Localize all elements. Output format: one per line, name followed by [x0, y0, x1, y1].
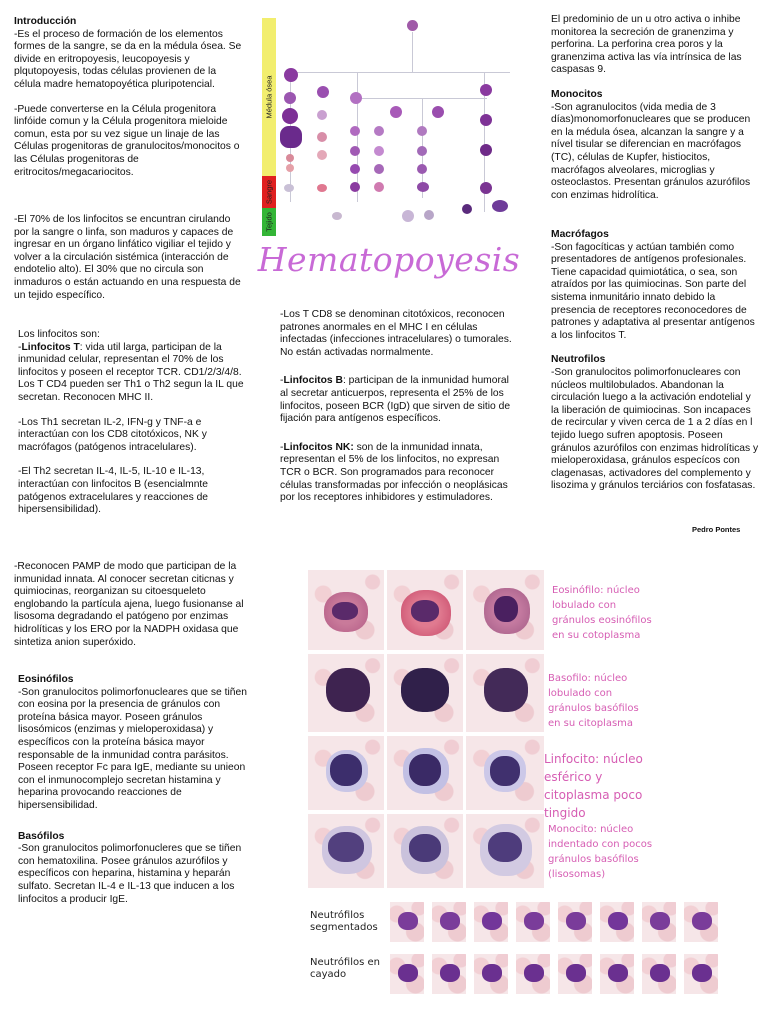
- band-sangre: [262, 176, 276, 208]
- eosinophil-image: [466, 570, 544, 650]
- neutrophil-segmented-image: [684, 902, 718, 942]
- cell: [350, 126, 360, 136]
- linfocitos-70-text: -El 70% de los linfocitos se encuntran cirulando por la sangre o linfa, son maduros y capaces de ingresar en un órgano linfático vigiliar el tejido y volver a la circulación sistémica (interacción de endotelio alto). El 30% que no circula son inmaduros o están actuando en una respuesta de un tejido específico.: [14, 214, 241, 301]
- author-signature: Pedro Pontes: [692, 525, 741, 534]
- cell: [492, 200, 508, 212]
- cell: [417, 182, 429, 192]
- neutrophil-band-image: [684, 954, 718, 994]
- cell: [390, 106, 402, 118]
- cell: [350, 182, 360, 192]
- band-medula-label: Médula ósea: [264, 75, 274, 119]
- cell: [417, 146, 427, 156]
- lymphocyte-image: [308, 736, 384, 810]
- intro-section: [14, 16, 242, 179]
- linfocitos-t-paragraph: -Linfocitos T: vida util larga, participan de la inmunidad celular, representan el 70% de los linfocitos y poseen el receptor TCR. CD1/2/3/4/8. Los T CD4 pueden ser Th1 o Th2 segun la IL que secretan. Reconocen MHC II.: [18, 341, 244, 403]
- macrofagos-heading: Macrófagos: [551, 229, 609, 240]
- cd8-text: -Los T CD8 se denominan citotóxicos, reconocen patrones anormales en el MHC I en células infectadas (infecciones intracelulares) o tumorales. No están activadas normalmente.: [280, 309, 512, 358]
- cell: [332, 212, 342, 220]
- cell: [374, 164, 384, 174]
- monocyte-image: [387, 814, 463, 888]
- cell: [374, 182, 384, 192]
- microscopy-grid: [308, 570, 544, 888]
- cell: [350, 146, 360, 156]
- linfocitos-b-label: Linfocitos B: [283, 375, 343, 387]
- macrofagos-section: [551, 229, 761, 493]
- eosinophil-image: [308, 570, 384, 650]
- neutrophil-band-image: [474, 954, 508, 994]
- cell: [350, 164, 360, 174]
- neutrofilos-heading: Neutrofilos: [551, 354, 606, 366]
- lymphocyte-image: [387, 736, 463, 810]
- neutrophil-band-image: [600, 954, 634, 994]
- cell: [417, 126, 427, 136]
- neutrophil-band-image: [642, 954, 676, 994]
- linfocitos-nk-label: Linfocitos NK:: [283, 441, 354, 453]
- band-medula: [262, 18, 276, 176]
- caption-eosinofilo: Eosinófilo: núcleo lobulado con gránulos eosinófilos en su cotoplasma: [552, 585, 652, 641]
- linfocitos-t-text: : vida util larga, participan de la inmunidad celular, representan el 70% de los linfocitos y poseen el receptor TCR. CD1/2/3/4/8. Los T CD4 pueden ser Th1 o Th2 segun la IL que secretan. Reconocen MHC II.: [18, 341, 244, 403]
- cell: [374, 126, 384, 136]
- monocyte-image: [466, 814, 544, 888]
- cell: [424, 210, 434, 220]
- cell: [317, 86, 329, 98]
- neutrophil-band-image: [516, 954, 550, 994]
- basofilos-body: -Son granulocitos polimorfonucleres que se tiñen con hematoxilina. Posee gránulos azurófilos y específicos con heparina, histamina y heparán sulfato. Secretan IL-4 e IL-13 que inducen a los linfocitos a producir IgE.: [18, 843, 242, 905]
- lymphocyte-image: [466, 736, 544, 810]
- label-neutro-segmentados: Neutrófilos segmentados: [310, 910, 378, 933]
- neutrophil-segmented-image: [432, 902, 466, 942]
- cell: [480, 84, 492, 96]
- band-sangre-label: Sangre: [264, 179, 274, 205]
- cell: [402, 210, 414, 222]
- neutrophil-segmented-image: [642, 902, 676, 942]
- basophil-image: [387, 654, 463, 732]
- eosinophil-image: [387, 570, 463, 650]
- cell: [282, 108, 298, 124]
- cell: [417, 164, 427, 174]
- neutrophil-strip: [390, 902, 760, 1002]
- cell: [317, 150, 327, 160]
- erythrocyte: [317, 184, 327, 192]
- stem-cell: [407, 20, 418, 31]
- cell: [350, 92, 362, 104]
- nk-continuation: El predominio de un u otro activa o inhibe monitorea la secreción de granenzima y perforina. La perforina crea poros y la granenzima activa las vía intrínsica de las caspasas 9.: [551, 14, 742, 76]
- progenitor-text: -Puede converterse en la Célula progenitora linfóide comun y la Célula progenitora mieloide comun, esta por su vez sigue un linaje de las Células progenitoras de granulocitos/monocitos o las Células progenitoras de eritrocitos/megacariocitos.: [14, 103, 240, 178]
- cell: [284, 184, 294, 192]
- caption-monocito: Monocito: núcleo indentado con pocos gránulos basófilos (lisosomas): [548, 824, 653, 880]
- cell: [284, 68, 298, 82]
- linfocitos-section: [18, 329, 244, 517]
- neutrophil-segmented-image: [516, 902, 550, 942]
- basophil-image: [308, 654, 384, 732]
- basofilos-heading: Basófilos: [18, 830, 65, 842]
- neutrophil-segmented-image: [600, 902, 634, 942]
- intro-body: -Es el proceso de formación de los elementos formes de la sangre, se da en la médula ósea. Se divide en eritropoyesis, leucopoyesis y plqutopoyesis, todas células provienen de la célula madre hematopoyética pluripotencial.: [14, 28, 242, 90]
- cell: [284, 92, 296, 104]
- pamp-text: -Reconocen PAMP de modo que participan de la inmunidad innata. Al conocer secretan citicnas y quimiocinas, reorganizan su citoesqueleto englobando la partícula ajena, luego fusionanse al lisosoma degradando el patógeno por enzimas hidrolíticas y los ERO por la NADPH oxidasa que sintetiza anion superóxido.: [14, 561, 244, 648]
- neutrophil-segmented-image: [474, 902, 508, 942]
- band-tejido: [262, 208, 276, 236]
- label-neutro-cayado: Neutrófilos en cayado: [310, 957, 380, 980]
- caption-linfocito: Linfocito: núcleo esférico y citoplasma poco tingido: [544, 752, 643, 820]
- eosinofilos-section: [18, 674, 248, 906]
- th2-text: -El Th2 secretan IL-4, IL-5, IL-10 e IL-13, interactúan con linfocitos B (esencialmnte patógenos extracelulares y reacciones de hipersensibilidad).: [18, 466, 209, 516]
- linfocitos-b-text: : participan de la inmunidad humoral al secretar anticuerpos, representa el 25% de los linfocitos, poseen BCR (IgD) que sirven de sitio de fijación para antígenos específicos.: [280, 375, 511, 425]
- megakaryocyte: [280, 126, 302, 148]
- linfocitos-nk-paragraph: -Linfocitos NK: son de la inmunidad innata, representan el 5% de los linfocitos, no expresan TCR o BCR. Son programados para reconocer células transformadas por infección o neoplásicas por los receptores inhibidores y estimuladores.: [280, 441, 508, 504]
- caption-basofilo: Basofilo: núcleo lobulado con gránulos basófilos en su citoplasma: [548, 673, 639, 729]
- macrofagos-body: -Son fagocíticas y actúan también como presentadores de antígenos profesionales. Tiene capacidad quimiotática, o sea, son atraídos por las quimiocinas. Son parte del sistema inmunitário innato debido la presencia de receptores reconocedores de patrones y adaptativa al presentar antígenos a los linfocitos T.: [551, 241, 755, 341]
- left-bottom-section: [14, 561, 246, 649]
- cell: [317, 132, 327, 142]
- th1-text: -Los Th1 secretan IL-2, IFN-g y TNF-a e interactúan con los CD8 citotóxicos, NK y macrófagos (patógenos intracelulares).: [18, 416, 207, 453]
- intro-heading: Introducción: [14, 16, 77, 27]
- monocitos-body: -Son agranulocitos (vida media de 3 días)monomorfonucleares que se producen en la médula ósea, alcanzan la sangre y a nível tisular se diferencian en macrófagos (TC), células de Kupfer, histiocitos, macrófagos alveolares, microglias y osteoclastos. Presentan gránulos azurófilos con enzimas hidrolítica.: [551, 101, 751, 201]
- monocitos-heading: Monocitos: [551, 88, 603, 100]
- linfocitos-t-label: Linfocitos T: [21, 341, 80, 353]
- right-top-section: [551, 14, 761, 202]
- neutrophil-band-image: [558, 954, 592, 994]
- monocyte-image: [308, 814, 384, 888]
- cell: [480, 114, 492, 126]
- eosinofilos-body: -Son granulocitos polimorfonucleares que se tiñen con eosina por la presencia de gránulos con proteína básica mayor. Poseen gránulos lisosómicos (enzimas y mieloperoxidasa) y específicos con la proteína básica mayor responsable de la inmunidad contra parásitos. Poseen receptor Fc para IgE, mediante su unieon con el inmunocomplejo secretan histamina y heparina provocando reacciones de hipersensibilidad.: [18, 686, 247, 811]
- neutrofilos-body: -Son granulocitos polimorfonucleares con núcleos multilobulados. Abandonan la circulación luego a la activación endotelial y la liberación de quimiocinas. Son incapaces de recircular y viven cerca de 1 a 2 días en l tejido luego sufren apoptosis. Poseen gránulos azurófilos con enzimas hidrolíticas y mieloperoxidasa, gránulos especícos con clagenasas, activadores del complemento y lisozima y gránulos terciários con fosfatasas.: [551, 366, 759, 492]
- neutrophil-band-image: [432, 954, 466, 994]
- cell: [480, 144, 492, 156]
- cell: [286, 164, 294, 172]
- page-title: Hematopoyesis: [257, 240, 521, 279]
- neutrophil-band-image: [390, 954, 424, 994]
- linfocitos-circulation: [14, 214, 242, 302]
- linfocitos-b-paragraph: -Linfocitos B: participan de la inmunidad humoral al secretar anticuerpos, representa el 25% de los linfocitos, poseen BCR (IgD) que sirven de sitio de fijación para antígenos específicos.: [280, 375, 511, 425]
- basophil-image: [466, 654, 544, 732]
- linfocitos-nk-text: son de la inmunidad innata, representan el 5% de los linfocitos, no expresan TCR o BCR. Son programados para reconocer células transformadas por infección o neoplásicas por los receptores inhibidores y estimuladores.: [280, 441, 508, 504]
- cell: [432, 106, 444, 118]
- cell: [480, 182, 492, 194]
- neutrophil-segmented-image: [390, 902, 424, 942]
- linfocitos-intro: Los linfocitos son:: [18, 329, 100, 340]
- band-tejido-label: Tejido: [264, 212, 274, 232]
- neutrophil-segmented-image: [558, 902, 592, 942]
- cell: [317, 110, 327, 120]
- cell: [462, 204, 472, 214]
- hematopoiesis-diagram: [262, 14, 536, 232]
- middle-section: [280, 309, 515, 505]
- cell: [374, 146, 384, 156]
- cell: [286, 154, 294, 162]
- eosinofilos-heading: Eosinófilos: [18, 674, 74, 685]
